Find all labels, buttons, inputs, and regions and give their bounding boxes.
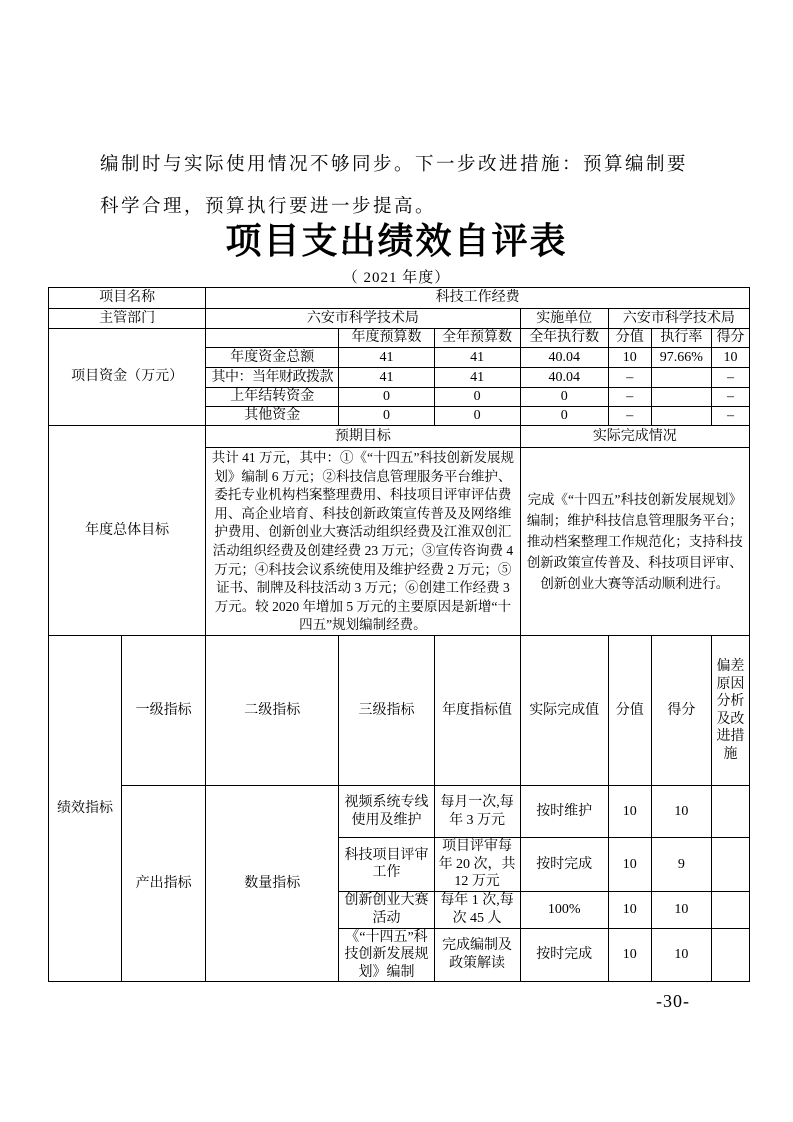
funding-header-annual-budget: 年度预算数 (339, 329, 434, 348)
funding-annual-cell: 0 (339, 407, 434, 426)
funding-score-cell: – (711, 368, 749, 388)
funding-annual-cell: 0 (339, 388, 434, 407)
page-subtitle: （ 2021 年度） (342, 270, 451, 286)
funding-row-label: 上年结转资金 (206, 388, 339, 407)
indicator-level3-cell: 视频系统专线使用及维护 (339, 786, 434, 838)
impl-unit-label-cell: 实施单位 (520, 309, 608, 329)
indicator-actual-cell: 按时完成 (520, 838, 608, 892)
impl-unit-value-cell: 六安市科学技术局 (608, 309, 749, 329)
funding-row-label: 其中：当年财政拨款 (206, 368, 339, 388)
indicator-deviation-cell (711, 891, 749, 928)
page-title: 项目支出绩效自评表 (225, 221, 568, 261)
funding-header-weight: 分值 (608, 329, 651, 348)
funding-blank-header-cell (206, 329, 339, 348)
indicator-score-cell: 10 (651, 928, 711, 982)
funding-rate-cell (651, 407, 711, 426)
indicator-actual-cell: 100% (520, 891, 608, 928)
project-name-value-cell: 科技工作经费 (206, 288, 750, 309)
intro-line-2: 科学合理，预算执行要进一步提高。 (100, 197, 437, 217)
indicator-target-cell: 每月一次,每年 3 万元 (434, 786, 520, 838)
funding-rate-cell (651, 368, 711, 388)
funding-score-cell: – (711, 388, 749, 407)
funding-full-year-cell: 0 (434, 388, 520, 407)
indicator-target-cell: 项目评审每年 20 次，共 12 万元 (434, 838, 520, 892)
indicator-score-cell: 9 (651, 838, 711, 892)
indicator-actual-cell: 按时维护 (520, 786, 608, 838)
funding-full-year-cell: 41 (434, 368, 520, 388)
indicator-deviation-cell (711, 786, 749, 838)
funding-weight-cell: 10 (608, 348, 651, 368)
funding-row-label: 年度资金总额 (206, 348, 339, 368)
actual-goal-text: 完成《“十四五”科技创新发展规划》编制；维护科技信息管理服务平台；推动档案整理工作规范化；支持科技创新政策宣传普及、科技项目评审、创新创业大赛等活动顺利进行。 (526, 492, 743, 591)
funding-executed-cell: 40.04 (520, 368, 608, 388)
funding-header-executed: 全年执行数 (520, 329, 608, 348)
funding-executed-cell: 40.04 (520, 348, 608, 368)
indicator-header-deviation: 偏差原因分析及改进措施 (711, 636, 749, 786)
page-number: -30- (656, 991, 690, 1011)
funding-weight-cell: – (608, 388, 651, 407)
indicator-weight-cell: 10 (608, 891, 651, 928)
indicator-weight-cell: 10 (608, 786, 651, 838)
funding-weight-cell: – (608, 368, 651, 388)
funding-weight-cell: – (608, 407, 651, 426)
self-evaluation-table (48, 287, 750, 982)
funding-annual-cell: 41 (339, 368, 434, 388)
department-value-cell: 六安市科学技术局 (206, 309, 520, 329)
actual-goal-header-cell: 实际完成情况 (520, 426, 749, 448)
expected-goal-header-cell: 预期目标 (206, 426, 520, 448)
funding-executed-cell: 0 (520, 388, 608, 407)
indicator-weight-cell: 10 (608, 838, 651, 892)
indicator-header-actual: 实际完成值 (520, 636, 608, 786)
indicator-header-weight: 分值 (608, 636, 651, 786)
indicator-target-cell: 每年 1 次,每次 45 人 (434, 891, 520, 928)
indicators-section-label-cell: 绩效指标 (49, 636, 122, 982)
indicator-header-level2: 二级指标 (206, 636, 339, 786)
funding-score-cell: 10 (711, 348, 749, 368)
indicator-weight-cell: 10 (608, 928, 651, 982)
project-name-label-cell: 项目名称 (49, 288, 206, 309)
indicator-level3-cell: 创新创业大赛活动 (339, 891, 434, 928)
funding-header-rate: 执行率 (651, 329, 711, 348)
funding-header-full-year-budget: 全年预算数 (434, 329, 520, 348)
funding-score-cell: – (711, 407, 749, 426)
indicator-level2-cell: 数量指标 (206, 786, 339, 982)
indicator-header-level3: 三级指标 (339, 636, 434, 786)
funding-rate-cell (651, 388, 711, 407)
indicator-header-level1: 一级指标 (122, 636, 206, 786)
indicator-level3-cell: 《“十四五”科技创新发展规划》编制 (339, 928, 434, 982)
funding-executed-cell: 0 (520, 407, 608, 426)
funding-full-year-cell: 41 (434, 348, 520, 368)
funding-rate-cell: 97.66% (651, 348, 711, 368)
expected-goal-text: 共计 41 万元，其中：①《“十四五”科技创新发展规划》编制 6 万元；②科技信息管理服务平台维护、委托专业机构档案整理费用、科技项目评审评估费用、高企业培育、科技创新政策宣传普及及网络维护费用、创新创业大赛活动组织经费及江淮双创汇活动组织经费及创建经费 23 万元；③宣传咨询费 4 万元；④科技会议系统使用及维护经费 2 万元；⑤证书、制牌及科技活动 3 万元；⑥创建工作经费 3 万元。较 2020 年增加 5 万元的主要原因是新增“十四五”规划编制经费。 (211, 450, 515, 633)
intro-paragraph (100, 144, 720, 228)
indicator-deviation-cell (711, 928, 749, 982)
expected-goal-text-cell (206, 448, 520, 636)
indicator-target-cell: 完成编制及政策解读 (434, 928, 520, 982)
funding-annual-cell: 41 (339, 348, 434, 368)
funding-full-year-cell: 0 (434, 407, 520, 426)
indicator-deviation-cell (711, 838, 749, 892)
actual-goal-text-cell (520, 448, 749, 636)
indicator-score-cell: 10 (651, 786, 711, 838)
indicator-header-target: 年度指标值 (434, 636, 520, 786)
funding-row-label: 其他资金 (206, 407, 339, 426)
indicator-score-cell: 10 (651, 891, 711, 928)
funding-section-label-cell: 项目资金（万元） (49, 329, 206, 426)
indicator-level3-cell: 科技项目评审工作 (339, 838, 434, 892)
department-label-cell: 主管部门 (49, 309, 206, 329)
annual-goal-label-cell: 年度总体目标 (49, 426, 206, 636)
funding-header-score: 得分 (711, 329, 749, 348)
indicator-header-score: 得分 (651, 636, 711, 786)
indicator-level1-cell: 产出指标 (122, 786, 206, 982)
intro-line-1: 编制时与实际使用情况不够同步。下一步改进措施：预算编制要 (100, 155, 689, 175)
indicator-actual-cell: 按时完成 (520, 928, 608, 982)
